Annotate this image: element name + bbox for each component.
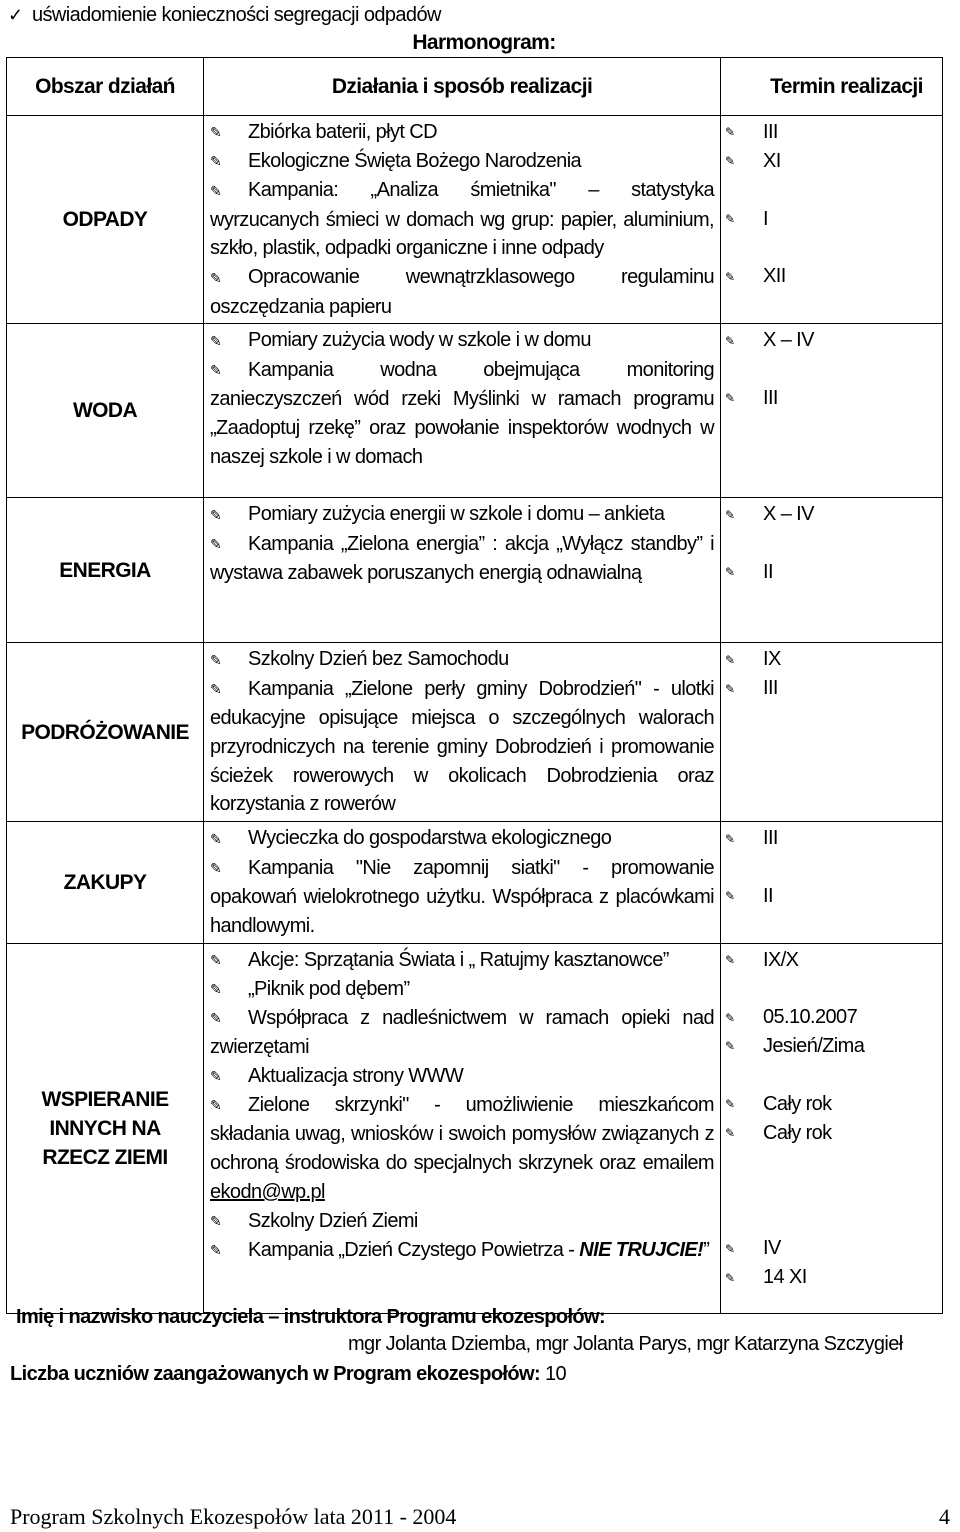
term-item	[725, 500, 942, 529]
action-item	[210, 1207, 714, 1236]
term-text: Cały rok	[763, 1092, 832, 1115]
action-item	[210, 975, 714, 1004]
action-text: Kampania „Zielone perły gminy Dobrodzień" - ulotki edukacyjne opisujące miejsca o szczególnych walorach przyrodniczych na terenie gminy Dobrodzień i promowanie ścieżek rowerowych w okolicach Dobrodzienia oraz korzystania z rowerów	[210, 677, 714, 816]
terms-cell	[721, 943, 943, 1313]
term-text: X – IV	[763, 329, 814, 352]
term-item	[725, 1090, 942, 1119]
pencil-icon: ✎	[210, 680, 222, 697]
pencil-icon: ✎	[210, 859, 222, 876]
pencil-icon: ✎	[725, 1039, 735, 1054]
action-item	[210, 824, 714, 853]
terms-cell	[721, 116, 943, 324]
term-text: III	[763, 387, 778, 410]
checkmark-icon: ✓	[8, 5, 24, 25]
pencil-icon: ✎	[210, 506, 222, 523]
action-text: Kampania: „Analiza śmietnika" – statystyka wyrzucanych śmieci w domach wg grup: papier, aluminium, szkło, plastik, odpadki organiczne i inne odpady	[210, 179, 714, 260]
area-cell	[7, 643, 204, 822]
pencil-icon: ✎	[725, 1097, 735, 1112]
schedule-row	[7, 324, 943, 498]
schedule-row	[7, 643, 943, 822]
term-item	[725, 326, 942, 355]
pencil-icon: ✎	[210, 535, 222, 552]
header-term	[721, 58, 943, 116]
action-item	[210, 500, 714, 529]
term-text: 14 XI	[763, 1266, 807, 1289]
header-term-text: Termin realizacji	[770, 75, 923, 98]
closing-quote: ”	[703, 1239, 710, 1262]
students-label: Liczba uczniów zaangażowanych w Program ekozespołów:	[10, 1363, 541, 1385]
pencil-icon: ✎	[725, 391, 735, 406]
pencil-icon: ✎	[725, 507, 735, 522]
email-link[interactable]: ekodn@wp.pl	[210, 1181, 325, 1204]
term-text: II	[763, 885, 773, 908]
action-item	[210, 147, 714, 176]
pencil-icon: ✎	[210, 830, 222, 847]
term-item	[725, 1263, 942, 1292]
area-cell	[7, 116, 204, 324]
pencil-icon: ✎	[725, 333, 735, 348]
term-text: IV	[763, 1237, 781, 1260]
terms-cell	[721, 498, 943, 643]
term-text: Cały rok	[763, 1121, 832, 1144]
pencil-icon: ✎	[725, 889, 735, 904]
pencil-icon: ✎	[210, 1213, 222, 1230]
action-text: Ekologiczne Święta Bożego Narodzenia	[248, 150, 582, 173]
action-text: „Piknik pod dębem”	[248, 977, 410, 1000]
intro-text: uświadomienie konieczności segregacji odpadów	[32, 4, 441, 26]
footer-title: Program Szkolnych Ekozespołów lata 2011 - 2004	[10, 1504, 457, 1529]
schedule-table	[6, 57, 943, 1314]
action-item	[210, 176, 714, 263]
term-text: III	[763, 827, 778, 850]
pencil-icon: ✎	[725, 1126, 735, 1141]
term-item	[725, 558, 942, 587]
page-number: 4	[939, 1504, 950, 1529]
action-text: Szkolny Dzień Ziemi	[248, 1210, 418, 1233]
action-text: Akcje: Sprzątania Świata i „ Ratujmy kasztanowce”	[248, 948, 669, 971]
term-item	[725, 118, 942, 147]
term-item	[725, 147, 942, 176]
term-text: I	[763, 207, 768, 230]
schedule-title: Harmonogram:	[412, 31, 556, 54]
pencil-icon: ✎	[210, 269, 222, 286]
pencil-icon: ✎	[210, 1068, 222, 1085]
action-text: Kampania „Dzień Czystego Powietrza -	[248, 1239, 580, 1262]
pencil-icon: ✎	[725, 1010, 735, 1025]
pencil-icon: ✎	[725, 1270, 735, 1285]
action-item	[210, 1004, 714, 1062]
slogan-emphasis: NIE TRUJCIE!	[579, 1239, 704, 1262]
pencil-icon: ✎	[210, 651, 222, 668]
action-item	[210, 356, 714, 472]
page-footer	[10, 1503, 950, 1531]
pencil-icon: ✎	[725, 269, 735, 284]
action-item	[210, 854, 714, 941]
action-text: Szkolny Dzień bez Samochodu	[248, 648, 509, 671]
pencil-icon: ✎	[725, 211, 735, 226]
action-item	[210, 675, 714, 820]
actions-cell	[204, 324, 721, 498]
pencil-icon: ✎	[210, 124, 222, 141]
action-text: Opracowanie wewnątrzklasowego regulaminu oszczędzania papieru	[210, 266, 714, 318]
action-item	[210, 118, 714, 147]
action-text: Pomiary zużycia wody w szkole i w domu	[248, 329, 591, 352]
pencil-icon: ✎	[210, 332, 222, 349]
action-item	[210, 530, 714, 588]
teacher-label: Imię i nazwisko nauczyciela – instruktora Programu ekozespołów:	[16, 1306, 606, 1328]
area-label: ENERGIA	[59, 558, 151, 582]
term-text: Jesień/Zima	[763, 1035, 865, 1058]
term-text: II	[763, 561, 773, 584]
pencil-icon: ✎	[210, 182, 222, 199]
term-text: X – IV	[763, 503, 814, 526]
pencil-icon: ✎	[725, 652, 735, 667]
pencil-icon: ✎	[210, 1242, 222, 1259]
term-text: XI	[763, 149, 781, 172]
area-label: ODPADY	[62, 208, 148, 232]
term-text: XII	[763, 265, 786, 288]
term-text: IX/X	[763, 948, 799, 971]
term-item	[725, 946, 942, 975]
action-text: Aktualizacja strony WWW	[248, 1064, 464, 1087]
term-item	[725, 645, 942, 674]
action-text: Zbiórka baterii, płyt CD	[248, 121, 437, 143]
actions-cell	[204, 822, 721, 943]
area-cell	[7, 498, 204, 643]
action-item	[210, 1091, 714, 1207]
term-text: IX	[763, 648, 781, 671]
schedule-row	[7, 498, 943, 643]
term-item	[725, 1234, 942, 1263]
action-item	[210, 1236, 714, 1265]
pencil-icon: ✎	[725, 952, 735, 967]
action-item	[210, 645, 714, 674]
term-item	[725, 1032, 942, 1061]
action-text: Wycieczka do gospodarstwa ekologicznego	[248, 827, 612, 850]
pencil-icon: ✎	[725, 1241, 735, 1256]
pencil-icon: ✎	[210, 980, 222, 997]
area-cell	[7, 822, 204, 943]
term-text: 05.10.2007	[763, 1006, 858, 1029]
area-label: ZAKUPY	[63, 870, 147, 894]
actions-cell	[204, 116, 721, 324]
terms-cell	[721, 822, 943, 943]
action-item	[210, 1062, 714, 1091]
action-text: Kampania „Zielona energia” : akcja „Wyłącz standby” i wystawa zabawek poruszanych energią odnawialną	[210, 532, 714, 584]
pencil-icon: ✎	[725, 565, 735, 580]
term-item	[725, 824, 942, 853]
action-text: Pomiary zużycia energii w szkole i domu – ankieta	[248, 503, 665, 526]
pencil-icon: ✎	[725, 681, 735, 696]
action-text: Kampania wodna obejmująca monitoring zanieczyszczeń wód rzeki Myślinki w ramach programu „Zaadoptuj rzekę” oraz powołanie inspektorów wodnych w naszej szkole i w domach	[210, 358, 714, 468]
term-text: III	[763, 677, 778, 700]
pencil-icon: ✎	[210, 1097, 222, 1114]
area-label: WODA	[72, 399, 138, 423]
action-text: Współpraca z nadleśnictwem w ramach opieki nad zwierzętami	[210, 1006, 714, 1059]
schedule-row	[7, 822, 943, 943]
pencil-icon: ✎	[725, 125, 735, 140]
term-item	[725, 1003, 942, 1032]
teacher-names: mgr Jolanta Dziemba, mgr Jolanta Parys, mgr Katarzyna Szczygieł	[348, 1333, 903, 1355]
actions-cell	[204, 943, 721, 1313]
header-area: Obszar działań	[7, 58, 204, 116]
actions-cell	[204, 643, 721, 822]
students-line	[10, 1360, 566, 1388]
term-item	[725, 205, 942, 234]
term-item	[725, 262, 942, 291]
area-cell	[7, 943, 204, 1313]
term-item	[725, 1119, 942, 1148]
pencil-icon: ✎	[210, 951, 222, 968]
action-item	[210, 263, 714, 321]
term-item	[725, 384, 942, 413]
intro-line	[8, 2, 441, 28]
area-label: WSPIERANIE INNYCH NA RZECZ ZIEMI	[41, 1087, 169, 1169]
action-item	[210, 946, 714, 975]
term-item	[725, 674, 942, 703]
pencil-icon: ✎	[725, 154, 735, 169]
pencil-icon: ✎	[210, 1010, 222, 1027]
students-count: 10	[540, 1363, 567, 1385]
schedule-row	[7, 116, 943, 324]
terms-cell	[721, 643, 943, 822]
schedule-row	[7, 943, 943, 1313]
term-item	[725, 882, 942, 911]
schedule-body	[7, 116, 943, 1314]
term-text: III	[763, 121, 778, 143]
action-text: Zielone skrzynki" - umożliwienie mieszkańcom składania uwag, wniosków i swoich pomysłów związanych z ochroną środowiska do specjalnych skrzynek oraz emailem	[210, 1094, 714, 1175]
pencil-icon: ✎	[210, 361, 222, 378]
header-actions: Działania i sposób realizacji	[204, 58, 721, 116]
terms-cell	[721, 324, 943, 498]
action-item	[210, 326, 714, 355]
area-cell	[7, 324, 204, 498]
pencil-icon: ✎	[725, 831, 735, 846]
actions-cell	[204, 498, 721, 643]
pencil-icon: ✎	[210, 153, 222, 170]
area-label: PODRÓŻOWANIE	[21, 720, 189, 744]
action-text: Kampania "Nie zapomnij siatki" - promowanie opakowań wielokrotnego użytku. Współpraca z placówkami handlowymi.	[210, 856, 714, 937]
